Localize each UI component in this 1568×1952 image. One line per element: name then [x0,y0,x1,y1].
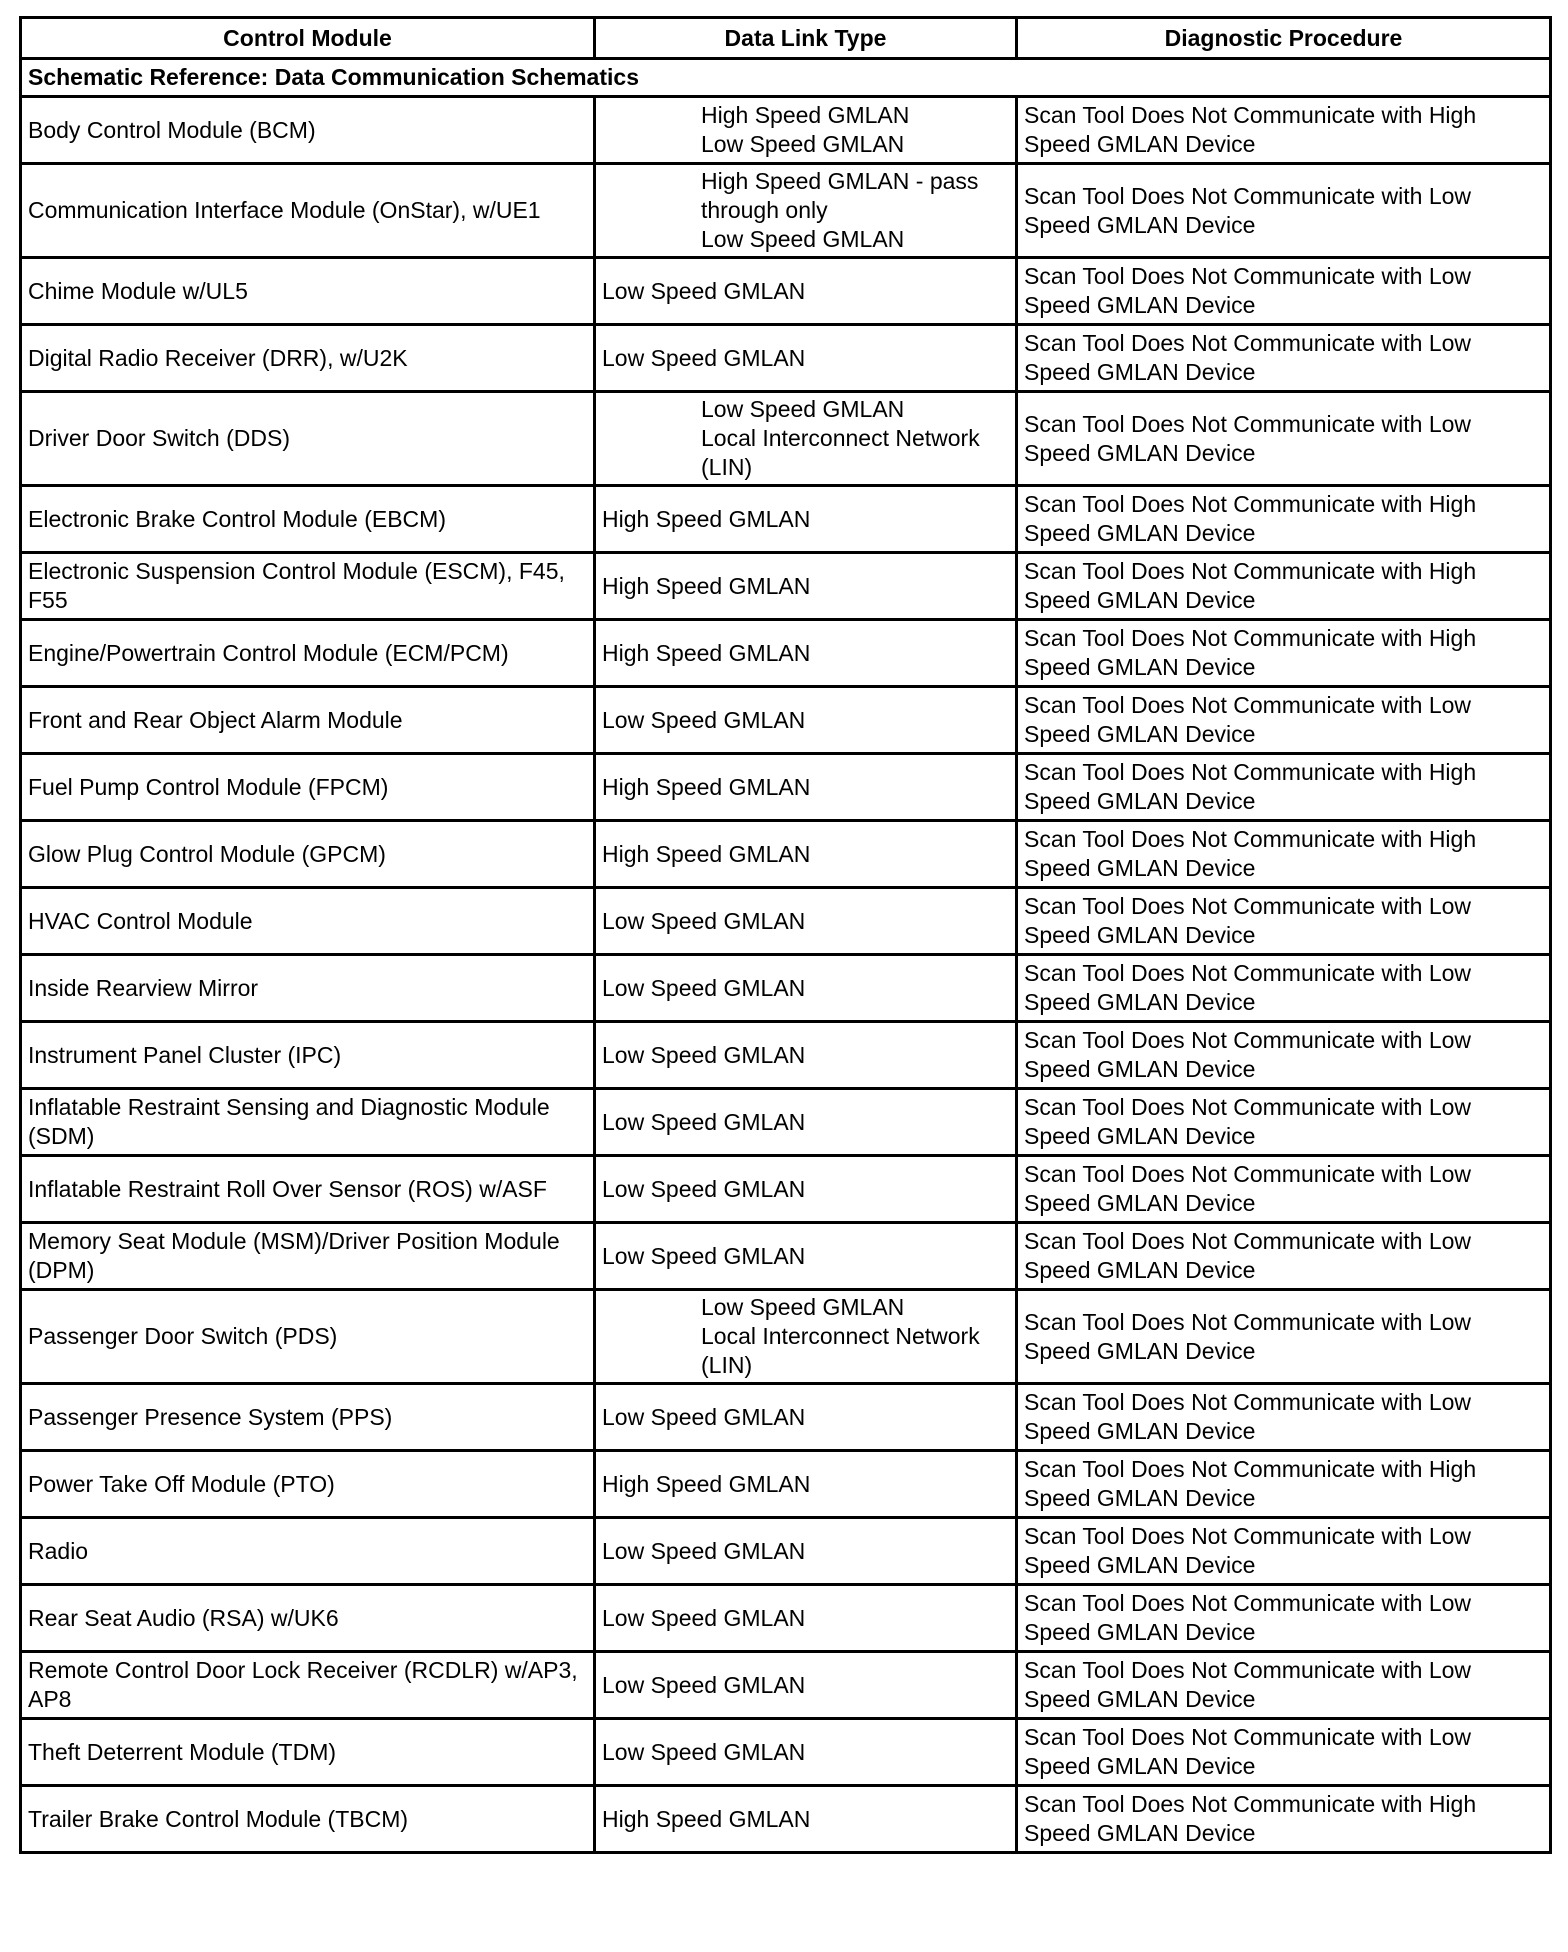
data-link-type: Low Speed GMLAN [602,1108,806,1135]
table-row [21,1451,1551,1518]
diagnostic-procedure-cell: Scan Tool Does Not Communicate with Low Speed GMLAN Device [1017,955,1551,1022]
data-link-type: Low Speed GMLAN [701,131,905,157]
data-link-type: Low Speed GMLAN [701,396,905,422]
table-body [21,59,1551,1853]
control-module-cell: Power Take Off Module (PTO) [21,1451,595,1518]
header-data-link-type: Data Link Type [595,18,1017,59]
control-module-cell: Radio [21,1518,595,1585]
data-link-type-cell [595,888,1017,955]
table-row [21,486,1551,553]
data-link-type: High Speed GMLAN [701,102,910,128]
diagnostic-procedure-cell: Scan Tool Does Not Communicate with High Speed GMLAN Device [1017,486,1551,553]
diagnostic-procedure-cell: Scan Tool Does Not Communicate with Low Speed GMLAN Device [1017,1022,1551,1089]
data-link-type-cell [595,553,1017,620]
data-link-type: High Speed GMLAN [602,840,811,867]
table-row [21,258,1551,325]
data-link-type-cell [595,754,1017,821]
table-row [21,1585,1551,1652]
data-link-type: Low Speed GMLAN [602,1403,806,1430]
data-link-type: Local Interconnect Network (LIN) [701,1323,980,1378]
control-module-cell: Rear Seat Audio (RSA) w/UK6 [21,1585,595,1652]
data-link-type-cell [595,1451,1017,1518]
table-row [21,1156,1551,1223]
table-row [21,1089,1551,1156]
table-row [21,97,1551,164]
data-link-type: Low Speed GMLAN [602,907,806,934]
data-link-type: High Speed GMLAN [602,1805,811,1832]
control-module-cell: Inflatable Restraint Roll Over Sensor (ROS) w/ASF [21,1156,595,1223]
data-link-type-cell [595,258,1017,325]
diagnostic-procedure-cell: Scan Tool Does Not Communicate with Low Speed GMLAN Device [1017,1652,1551,1719]
data-link-type: Low Speed GMLAN [602,277,806,304]
header-row [21,18,1551,59]
data-link-type: High Speed GMLAN [602,639,811,666]
diagnostic-procedure-cell: Scan Tool Does Not Communicate with High Speed GMLAN Device [1017,553,1551,620]
diagnostic-procedure-cell: Scan Tool Does Not Communicate with Low Speed GMLAN Device [1017,392,1551,486]
data-link-type-cell [595,1518,1017,1585]
data-link-type: Low Speed GMLAN [602,1738,806,1765]
diagnostic-procedure-cell: Scan Tool Does Not Communicate with Low Speed GMLAN Device [1017,687,1551,754]
control-module-cell: Passenger Presence System (PPS) [21,1384,595,1451]
data-link-table [19,16,1552,1854]
data-link-type-cell [595,1156,1017,1223]
control-module-cell: Remote Control Door Lock Receiver (RCDLR) w/AP3, AP8 [21,1652,595,1719]
table-row [21,1290,1551,1384]
data-link-type-cell [595,1089,1017,1156]
control-module-cell: Inside Rearview Mirror [21,955,595,1022]
table-row [21,1786,1551,1853]
control-module-cell: Theft Deterrent Module (TDM) [21,1719,595,1786]
diagnostic-procedure-cell: Scan Tool Does Not Communicate with Low Speed GMLAN Device [1017,325,1551,392]
data-link-type: Low Speed GMLAN [602,344,806,371]
data-link-type-cell [595,1022,1017,1089]
data-link-type-cell [595,486,1017,553]
table-row [21,1719,1551,1786]
data-link-type: Low Speed GMLAN [701,226,905,252]
data-link-type: High Speed GMLAN - pass through only [701,168,979,223]
control-module-cell: Chime Module w/UL5 [21,258,595,325]
table-row [21,1022,1551,1089]
table-row [21,392,1551,486]
table-row [21,888,1551,955]
table-row [21,1652,1551,1719]
data-link-type: Low Speed GMLAN [602,706,806,733]
diagnostic-procedure-cell: Scan Tool Does Not Communicate with Low Speed GMLAN Device [1017,1089,1551,1156]
data-link-type-cell [595,620,1017,687]
control-module-cell: Glow Plug Control Module (GPCM) [21,821,595,888]
data-link-type-cell [595,164,1017,258]
data-link-type: High Speed GMLAN [602,773,811,800]
data-link-type: Local Interconnect Network (LIN) [701,425,980,480]
data-link-type-cell [595,1786,1017,1853]
data-link-type-cell [595,1223,1017,1290]
diagnostic-procedure-cell: Scan Tool Does Not Communicate with Low Speed GMLAN Device [1017,1384,1551,1451]
header-control-module: Control Module [21,18,595,59]
diagnostic-procedure-cell: Scan Tool Does Not Communicate with Low Speed GMLAN Device [1017,1719,1551,1786]
data-link-type: Low Speed GMLAN [602,1242,806,1269]
control-module-cell: Digital Radio Receiver (DRR), w/U2K [21,325,595,392]
table-row [21,1384,1551,1451]
control-module-cell: HVAC Control Module [21,888,595,955]
data-link-type-cell [595,687,1017,754]
control-module-cell: Body Control Module (BCM) [21,97,595,164]
data-link-type: Low Speed GMLAN [602,1175,806,1202]
control-module-cell: Fuel Pump Control Module (FPCM) [21,754,595,821]
data-link-type-cell [595,1585,1017,1652]
diagnostic-procedure-cell: Scan Tool Does Not Communicate with High Speed GMLAN Device [1017,1451,1551,1518]
diagnostic-procedure-cell: Scan Tool Does Not Communicate with Low Speed GMLAN Device [1017,1156,1551,1223]
header-diagnostic-procedure: Diagnostic Procedure [1017,18,1551,59]
control-module-cell: Driver Door Switch (DDS) [21,392,595,486]
control-module-cell: Front and Rear Object Alarm Module [21,687,595,754]
data-link-type: Low Speed GMLAN [602,1604,806,1631]
diagnostic-procedure-cell: Scan Tool Does Not Communicate with Low Speed GMLAN Device [1017,1585,1551,1652]
data-link-type-cell [595,821,1017,888]
data-link-type: Low Speed GMLAN [602,1041,806,1068]
data-link-type: Low Speed GMLAN [602,1537,806,1564]
diagnostic-procedure-cell: Scan Tool Does Not Communicate with Low Speed GMLAN Device [1017,164,1551,258]
diagnostic-procedure-cell: Scan Tool Does Not Communicate with Low Speed GMLAN Device [1017,1290,1551,1384]
table-row [21,955,1551,1022]
control-module-cell: Trailer Brake Control Module (TBCM) [21,1786,595,1853]
table-row [21,1223,1551,1290]
diagnostic-procedure-cell: Scan Tool Does Not Communicate with High Speed GMLAN Device [1017,754,1551,821]
table-row [21,620,1551,687]
data-link-type: Low Speed GMLAN [602,1671,806,1698]
control-module-cell: Electronic Suspension Control Module (ESCM), F45, F55 [21,553,595,620]
data-link-type: High Speed GMLAN [602,505,811,532]
diagnostic-procedure-cell: Scan Tool Does Not Communicate with Low Speed GMLAN Device [1017,258,1551,325]
diagnostic-procedure-cell: Scan Tool Does Not Communicate with High Speed GMLAN Device [1017,1786,1551,1853]
diagnostic-procedure-cell: Scan Tool Does Not Communicate with Low Speed GMLAN Device [1017,1223,1551,1290]
table-row [21,553,1551,620]
schematic-reference: Schematic Reference: Data Communication Schematics [21,59,1551,97]
data-link-type-cell [595,392,1017,486]
table-row [21,1518,1551,1585]
data-link-type-cell [595,1719,1017,1786]
diagnostic-procedure-cell: Scan Tool Does Not Communicate with Low Speed GMLAN Device [1017,1518,1551,1585]
data-link-type: High Speed GMLAN [602,572,811,599]
data-link-type: Low Speed GMLAN [602,974,806,1001]
diagnostic-procedure-cell: Scan Tool Does Not Communicate with High Speed GMLAN Device [1017,821,1551,888]
control-module-cell: Communication Interface Module (OnStar), w/UE1 [21,164,595,258]
control-module-cell: Passenger Door Switch (PDS) [21,1290,595,1384]
data-link-type: High Speed GMLAN [602,1470,811,1497]
table-row [21,687,1551,754]
data-link-type: Low Speed GMLAN [701,1294,905,1320]
table-row [21,754,1551,821]
control-module-cell: Instrument Panel Cluster (IPC) [21,1022,595,1089]
control-module-cell: Inflatable Restraint Sensing and Diagnostic Module (SDM) [21,1089,595,1156]
data-link-type-cell [595,955,1017,1022]
data-link-type-cell [595,1652,1017,1719]
diagnostic-procedure-cell: Scan Tool Does Not Communicate with Low Speed GMLAN Device [1017,888,1551,955]
table-row [21,164,1551,258]
data-link-type-cell [595,1384,1017,1451]
data-link-type-cell [595,1290,1017,1384]
schematic-reference-row [21,59,1551,97]
table-row [21,821,1551,888]
diagnostic-procedure-cell: Scan Tool Does Not Communicate with High Speed GMLAN Device [1017,97,1551,164]
data-link-type-cell [595,325,1017,392]
control-module-cell: Electronic Brake Control Module (EBCM) [21,486,595,553]
table-row [21,325,1551,392]
control-module-cell: Memory Seat Module (MSM)/Driver Position Module (DPM) [21,1223,595,1290]
data-link-type-cell [595,97,1017,164]
control-module-cell: Engine/Powertrain Control Module (ECM/PCM) [21,620,595,687]
diagnostic-procedure-cell: Scan Tool Does Not Communicate with High Speed GMLAN Device [1017,620,1551,687]
